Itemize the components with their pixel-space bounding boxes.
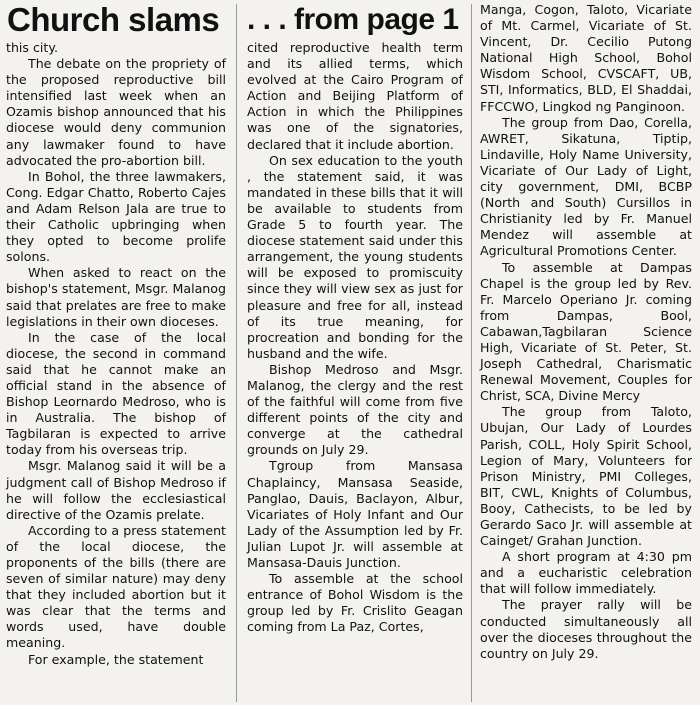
paragraph: In the case of the local diocese, the second in command said that he cannot make an official stand in the absence of Bishop Leornardo Medroso, who is in Australia. The bishop of Tagbilaran is expected to arrive today from his overseas trip. (6, 329, 226, 458)
paragraph: For example, the statement (28, 651, 204, 667)
paragraph: this city. (6, 40, 59, 55)
column-divider (471, 4, 472, 702)
paragraph: Msgr. Malanog said it will be a judgment call of Bishop Medroso if he will follow the ecclesiastical directive of the Ozamis prelate. (6, 458, 226, 522)
article-column-3 (480, 2, 692, 662)
paragraph: When asked to react on the bishop's statement, Msgr. Malanog said that prelates are free to make legislations in their own dioceses. (6, 265, 226, 329)
paragraph: cited reproductive health term and its allied terms, which evolved at the Cairo Program of Action and Beijing Platform of Action in which the Philippines was one of the signatories, declared that it include abortion. (247, 40, 463, 152)
article-column-1 (6, 40, 226, 668)
paragraph: The group from Dao, Corella, AWRET, Sikatuna, Tiptip, Lindaville, Holy Name University, Vicariate of Our Lady of Light, city government, DMI, BCBP (North and South) Cursillos in Christianity led by Fr. Manuel Mendez will assemble at Agricultural Promotions Center. (480, 114, 692, 259)
paragraph: To assemble at Dampas Chapel is the group led by Rev. Fr. Marcelo Operiano Jr. coming from Dampas, Bool, Cabawan,Tagbilaran Science High, Vicariate of St. Peter, St. Joseph Cathedral, Charismatic Renewal Movement, Couples for Christ, SCA, Divine Mercy (480, 259, 692, 404)
headline-main: Church slams (7, 1, 220, 38)
headline-continuation: . . . from page 1 (247, 3, 459, 36)
article-column-2 (247, 40, 463, 635)
paragraph: To assemble at the school entrance of Bohol Wisdom is the group led by Fr. Crislito Geagan coming from La Paz, Cortes, (247, 571, 463, 635)
paragraph: On sex education to the youth , the statement said, it was mandated in these bills that it will be available to students from Grade 5 to fourth year. The diocese statement said under this arrangement, the young students will be exposed to promiscuity since they will view sex as just for pleasure and free for all, instead of its true meaning, for procreation and bonding for the husband and the wife. (247, 152, 463, 361)
column-divider (236, 4, 237, 702)
paragraph: Manga, Cogon, Taloto, Vicariate of Mt. Carmel, Vicariate of St. Vincent, Dr. Cecilio Putong National High School, Bohol Wisdom School, CVSCAFT, UB, STI, Informatics, BLD, El Shaddai, FFCCWO, Lingkod ng Panginoon. (480, 2, 692, 114)
paragraph: The prayer rally will be conducted simultaneously all over the dioceses throughout the country on July 29. (480, 597, 692, 661)
paragraph: The debate on the propriety of the proposed reproductive bill intensified last week when an Ozamis bishop announced that his diocese would deny communion any lawmaker found to have advocated the pro-abortion bill. (6, 56, 226, 168)
paragraph: In Bohol, the three lawmakers, Cong. Edgar Chatto, Roberto Cajes and Adam Relson Jala are true to their Catholic upbringing when they opted to become prolife solons. (6, 168, 226, 265)
paragraph: Bishop Medroso and Msgr. Malanog, the clergy and the rest of the faithful will come from five different points of the city and converge at the cathedral grounds on July 29. (247, 361, 463, 458)
paragraph: Tgroup from Mansasa Chaplaincy, Mansasa Seaside, Panglao, Dauis, Baclayon, Albur, Vicariates of Holy Infant and Our Lady of the Assumption led by Fr. Julian Lupot Jr. will assemble at Mansasa-Dauis Junction. (247, 458, 463, 570)
paragraph: A short program at 4:30 pm and a eucharistic celebration that will follow immediately. (480, 549, 692, 597)
paragraph: According to a press statement of the local diocese, the proponents of the bills (there are seven of similar nature) may deny that they included abortion but it was clear that the terms and words used, have double meaning. (6, 522, 226, 651)
paragraph: The group from Taloto, Ubujan, Our Lady of Lourdes Parish, COLL, Holy Spirit School, Legion of Mary, Volunteers for Prison Ministry, PMI Colleges, BIT, CWL, Knights of Columbus, Booy, Cathecists, to be led by Gerardo Saco Jr. will assemble at Cainget/ Grahan Junction. (480, 404, 692, 549)
